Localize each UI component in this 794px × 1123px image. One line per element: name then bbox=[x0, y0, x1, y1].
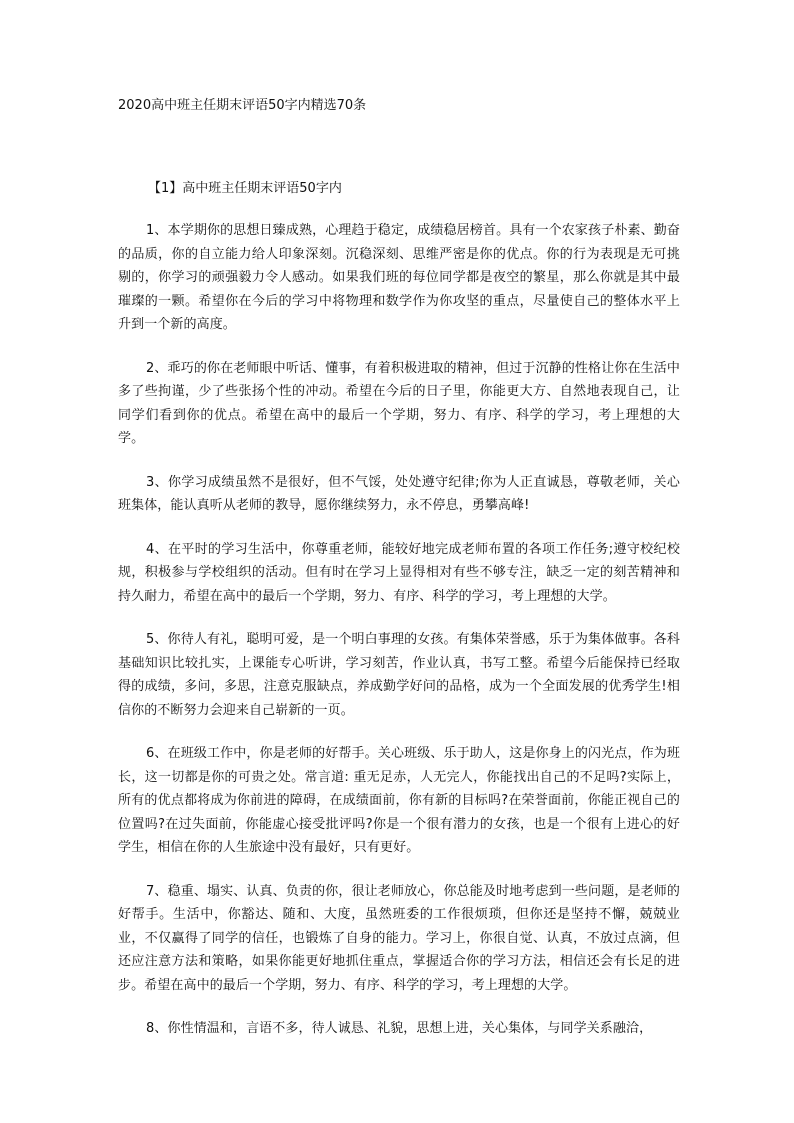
comment-paragraph-4: 4、在平时的学习生活中，你尊重老师，能较好地完成老师布置的各项工作任务;遵守校纪校规，积极参与学校组织的活动。但有时在学习上显得相对有些不够专注，缺乏一定的刻苦精神和持久耐力，希望在高中的最后一个学期，努力、有序、科学的学习，考上理想的大学。 bbox=[118, 541, 680, 604]
document-title: 2020高中班主任期末评语50字内精选70条 bbox=[118, 98, 367, 113]
document-body bbox=[118, 219, 680, 1061]
comment-paragraph-1: 1、本学期你的思想日臻成熟，心理趋于稳定，成绩稳居榜首。具有一个农家孩子朴素、勤奋的品质，你的自立能力给人印象深刻。沉稳深刻、思维严密是你的优点。你的行为表现是无可挑剔的，你学习的顽强毅力令人感动。如果我们班的每位同学都是夜空的繁星，那么你就是其中最璀璨的一颗。希望你在今后的学习中将物理和数学作为你攻坚的重点，尽量使自己的整体水平上升到一个新的高度。 bbox=[118, 223, 680, 332]
comment-paragraph-3: 3、你学习成绩虽然不是很好，但不气馁，处处遵守纪律;你为人正直诚恳，尊敬老师，关心班集体，能认真听从老师的教导，愿你继续努力，永不停息，勇攀高峰! bbox=[118, 474, 680, 513]
comment-paragraph-2: 2、乖巧的你在老师眼中听话、懂事，有着积极进取的精神，但过于沉静的性格让你在生活中多了些拘谨，少了些张扬个性的冲动。希望在今后的日子里，你能更大方、自然地表现自己，让同学们看到你的优点。希望在高中的最后一个学期，努力、有序、科学的学习，考上理想的大学。 bbox=[118, 360, 680, 446]
comment-paragraph-6: 6、在班级工作中，你是老师的好帮手。关心班级、乐于助人，这是你身上的闪光点，作为班长，这一切都是你的可贵之处。常言道: 重无足赤，人无完人，你能找出自己的不足吗?实际上，所有的优点都将成为你前进的障碍，在成绩面前，你有新的目标吗?在荣誉面前，你能正视自己的位置吗?在过失面前，你能虚心接受批评吗?你是一个很有潜力的女孩，也是一个很有上进心的好学生，相信在你的人生旅途中没有最好，只有更好。 bbox=[118, 746, 680, 855]
section-heading: 【1】高中班主任期末评语50字内 bbox=[148, 181, 342, 196]
comment-paragraph-5: 5、你待人有礼，聪明可爱，是一个明白事理的女孩。有集体荣誉感，乐于为集体做事。各科基础知识比较扎实，上课能专心听讲，学习刻苦，作业认真，书写工整。希望今后能保持已经取得的成绩，多问，多思，注意克服缺点，养成勤学好问的品格，成为一个全面发展的优秀学生!相信你的不断努力会迎来自己崭新的一页。 bbox=[118, 632, 680, 718]
comment-paragraph-7: 7、稳重、塌实、认真、负责的你，很让老师放心，你总能及时地考虑到一些问题，是老师的好帮手。生活中，你豁达、随和、大度，虽然班委的工作很烦琐，但你还是坚持不懈，兢兢业业，不仅赢得了同学的信任，也锻炼了自身的能力。学习上，你很自觉、认真，不放过点滴，但还应注意方法和策略，如果你能更好地抓住重点，掌握适合你的学习方法，相信还会有长足的进步。希望在高中的最后一个学期，努力、有序、科学的学习，考上理想的大学。 bbox=[118, 883, 680, 993]
comment-paragraph-8: 8、你性情温和，言语不多，待人诚恳、礼貌，思想上进，关心集体，与同学关系融洽， bbox=[146, 1021, 653, 1036]
